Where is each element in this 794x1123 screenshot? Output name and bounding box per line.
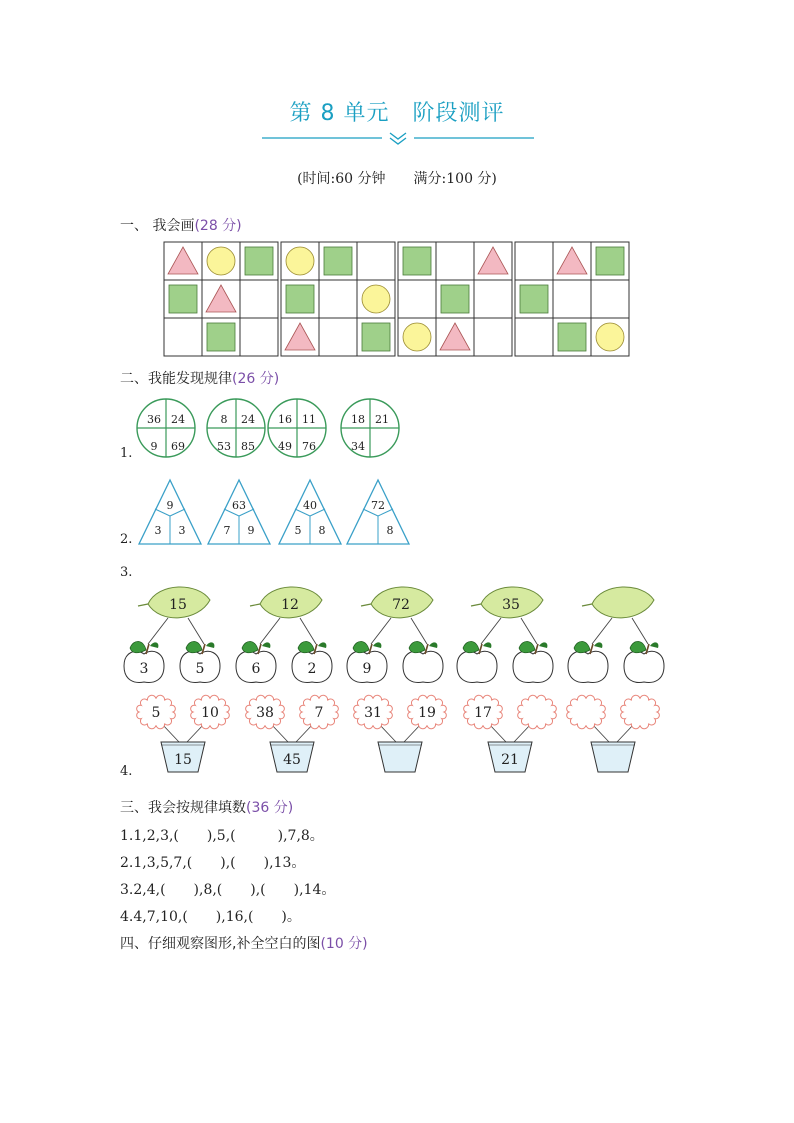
square-shape (596, 247, 624, 275)
circle-number: 69 (171, 440, 185, 453)
triangle-shape (557, 247, 587, 274)
shape-grid-4 (515, 242, 629, 356)
apple-icon (347, 641, 387, 682)
leaf-icon (592, 587, 654, 618)
apple-leaf (630, 641, 646, 652)
apple-leaf (574, 641, 590, 652)
flower-number: 10 (201, 705, 219, 721)
apple-icon (513, 641, 553, 682)
leaf-group-5 (568, 587, 664, 683)
branch-line (260, 618, 280, 644)
apple-number: 5 (195, 661, 205, 677)
flower-cloud (567, 695, 606, 728)
apple-body (403, 651, 443, 682)
circle-shape (596, 323, 624, 351)
number-triangle-1 (139, 480, 201, 544)
question-3-number: 3. (120, 565, 133, 580)
apple-leaf (298, 641, 314, 652)
flower-number: 7 (314, 705, 324, 721)
section-1-points: (28 分) (194, 218, 242, 234)
flower-number: 5 (151, 705, 161, 721)
number-circle-1 (137, 399, 195, 457)
leaf-group-4 (457, 587, 553, 683)
flower-cloud (518, 695, 557, 728)
circle-number: 34 (351, 440, 365, 453)
triangle-right-number: 8 (386, 524, 394, 537)
triangle-shape (168, 247, 198, 274)
shape-grid-3 (398, 242, 512, 356)
triangle-shape (440, 323, 470, 350)
leaf-number: 35 (502, 597, 520, 613)
apple-icon (457, 641, 497, 682)
triangle-top-number: 40 (303, 499, 317, 512)
triangle-left-number: 5 (294, 524, 302, 537)
square-shape (441, 285, 469, 313)
apple-number: 6 (251, 661, 261, 677)
circle-shape (362, 285, 390, 313)
shape-grid-2 (281, 242, 395, 356)
apple-leaf-small (318, 642, 326, 648)
flower-number: 19 (418, 705, 436, 721)
exam-info: (时间:60 分钟 满分:100 分) (297, 171, 497, 187)
circle-number: 11 (302, 413, 316, 426)
section-3-points: (36 分) (246, 800, 294, 816)
shape-grid-1 (164, 242, 278, 356)
triangle-top-number: 9 (166, 499, 174, 512)
flower-stem (514, 724, 531, 742)
circle-number: 16 (278, 413, 292, 426)
apple-leaf-small (594, 642, 602, 648)
triangle-top-number: 63 (232, 499, 246, 512)
flower-stem (296, 724, 313, 742)
apple-leaf-small (206, 642, 214, 648)
section-2-points: (26 分) (232, 371, 280, 387)
circle-shape (403, 323, 431, 351)
flower-number: 38 (256, 705, 274, 721)
apple-icon (624, 641, 664, 682)
apple-number: 9 (362, 661, 372, 677)
pot-number: 21 (501, 752, 519, 768)
leaf-group-2 (236, 587, 332, 683)
leaf-stem (582, 604, 592, 606)
flower-stem (271, 724, 288, 742)
section-4-heading (120, 933, 368, 953)
flower-number: 31 (364, 705, 382, 721)
flower-stem (592, 724, 609, 742)
square-shape (362, 323, 390, 351)
leaf-stem (250, 604, 260, 606)
flower-stem (617, 724, 634, 742)
triangle-shape (206, 285, 236, 312)
apple-leaf (519, 641, 535, 652)
branch-line (632, 618, 648, 644)
number-triangle-3 (279, 480, 341, 544)
number-circle-3 (268, 399, 326, 457)
apple-body (457, 651, 497, 682)
branch-line (411, 618, 427, 644)
branch-line (300, 618, 316, 644)
flower-stem (162, 724, 179, 742)
apple-leaf-small (483, 642, 491, 648)
square-shape (286, 285, 314, 313)
apple-body (624, 651, 664, 682)
flower-pot-group-5 (567, 695, 660, 772)
square-shape (169, 285, 197, 313)
number-circle-4 (341, 399, 399, 457)
apple-icon (292, 641, 332, 682)
triangle-left-number: 7 (223, 524, 231, 537)
triangle-shape (285, 323, 315, 350)
section-2-heading (120, 368, 279, 388)
section-1-label: 一、 我会画 (120, 218, 195, 234)
section-4-label: 四、仔细观察图形,补全空白的图 (120, 936, 321, 952)
apple-leaf (409, 641, 425, 652)
circle-shape (207, 247, 235, 275)
circle-number: 18 (351, 413, 365, 426)
fill-line-3: 3.2,4,( ),8,( ),( ),14。 (120, 882, 336, 898)
apple-leaf-small (429, 642, 437, 648)
branch-line (521, 618, 537, 644)
apple-leaf-small (262, 642, 270, 648)
leaf-number: 72 (392, 597, 410, 613)
square-shape (520, 285, 548, 313)
section-4-points: (10 分) (320, 936, 368, 952)
fill-line-2: 2.1,3,5,7,( ),( ),13。 (120, 855, 306, 871)
leaf-group-3 (347, 587, 443, 683)
flower-stem (187, 724, 204, 742)
apple-leaf (130, 641, 146, 652)
flower-number: 17 (474, 705, 492, 721)
page-title: 第 8 单元 阶段测评 (289, 101, 505, 126)
apple-number: 2 (307, 661, 317, 677)
apple-icon (403, 641, 443, 682)
apple-icon (236, 641, 276, 682)
square-shape (245, 247, 273, 275)
pot-icon (591, 742, 635, 772)
square-shape (403, 247, 431, 275)
circle-number: 49 (278, 440, 292, 453)
leaf-stem (471, 604, 481, 606)
triangle-right-number: 8 (318, 524, 326, 537)
question-1-number: 1. (120, 446, 133, 461)
circle-shape (286, 247, 314, 275)
apple-leaf-small (373, 642, 381, 648)
pot-icon (378, 742, 422, 772)
leaf-number: 15 (169, 597, 187, 613)
leaf-group-1 (124, 587, 220, 683)
apple-leaf (186, 641, 202, 652)
circle-number: 9 (150, 440, 158, 453)
apple-leaf (242, 641, 258, 652)
number-circle-2 (207, 399, 265, 457)
branch-line (188, 618, 204, 644)
flower-pot-group-4 (464, 695, 557, 772)
triangle-top-number: 72 (371, 499, 385, 512)
circle-number: 24 (241, 413, 255, 426)
apple-icon (180, 641, 220, 682)
number-triangle-4 (347, 480, 409, 544)
number-triangle-2 (208, 480, 270, 544)
circle-number: 85 (241, 440, 255, 453)
number-triangles (130, 478, 420, 548)
pot-number: 45 (283, 752, 301, 768)
apple-leaf-small (539, 642, 547, 648)
question-2-number: 2. (120, 532, 133, 547)
flower-stem (404, 724, 421, 742)
flower-stem (379, 724, 396, 742)
flower-pots (130, 694, 670, 780)
section-1-heading (120, 215, 242, 235)
branch-line (371, 618, 391, 644)
circle-number: 53 (217, 440, 231, 453)
apple-body (568, 651, 608, 682)
square-shape (324, 247, 352, 275)
title-divider (262, 128, 534, 148)
apple-leaf (353, 641, 369, 652)
square-shape (207, 323, 235, 351)
number-circles (130, 396, 410, 460)
apple-icon (568, 641, 608, 682)
flower-cloud (621, 695, 660, 728)
leaf-number: 12 (281, 597, 299, 613)
circle-number: 8 (220, 413, 228, 426)
flower-pot-group-2 (246, 695, 339, 772)
apple-leaf-small (650, 642, 658, 648)
fill-line-1: 1.1,2,3,( ),5,( ),7,8。 (120, 828, 324, 844)
fill-line-4: 4.4,7,10,( ),16,( )。 (120, 909, 301, 925)
apple-number: 3 (139, 661, 149, 677)
triangle-right-number: 9 (247, 524, 255, 537)
leaf-apple-trees (115, 582, 675, 688)
apple-body (513, 651, 553, 682)
leaf-stem (361, 604, 371, 606)
section-3-label: 三、我会按规律填数 (120, 800, 246, 816)
flower-pot-group-3 (354, 695, 447, 772)
circle-number: 36 (147, 413, 161, 426)
shape-pattern-grids (163, 241, 631, 359)
apple-leaf-small (150, 642, 158, 648)
circle-number: 21 (375, 413, 389, 426)
section-2-label: 二、我能发现规律 (120, 371, 232, 387)
circle-number: 76 (302, 440, 316, 453)
flower-stem (489, 724, 506, 742)
circle-number: 24 (171, 413, 185, 426)
pot-number: 15 (174, 752, 192, 768)
flower-pot-group-1 (137, 695, 230, 772)
question-4-number: 4. (120, 764, 133, 779)
branch-line (148, 618, 168, 644)
triangle-shape (478, 247, 508, 274)
section-3-heading (120, 797, 293, 817)
square-shape (558, 323, 586, 351)
branch-line (592, 618, 612, 644)
leaf-stem (138, 604, 148, 606)
apple-icon (124, 641, 164, 682)
triangle-left-number: 3 (154, 524, 162, 537)
apple-leaf (463, 641, 479, 652)
branch-line (481, 618, 501, 644)
triangle-right-number: 3 (178, 524, 186, 537)
